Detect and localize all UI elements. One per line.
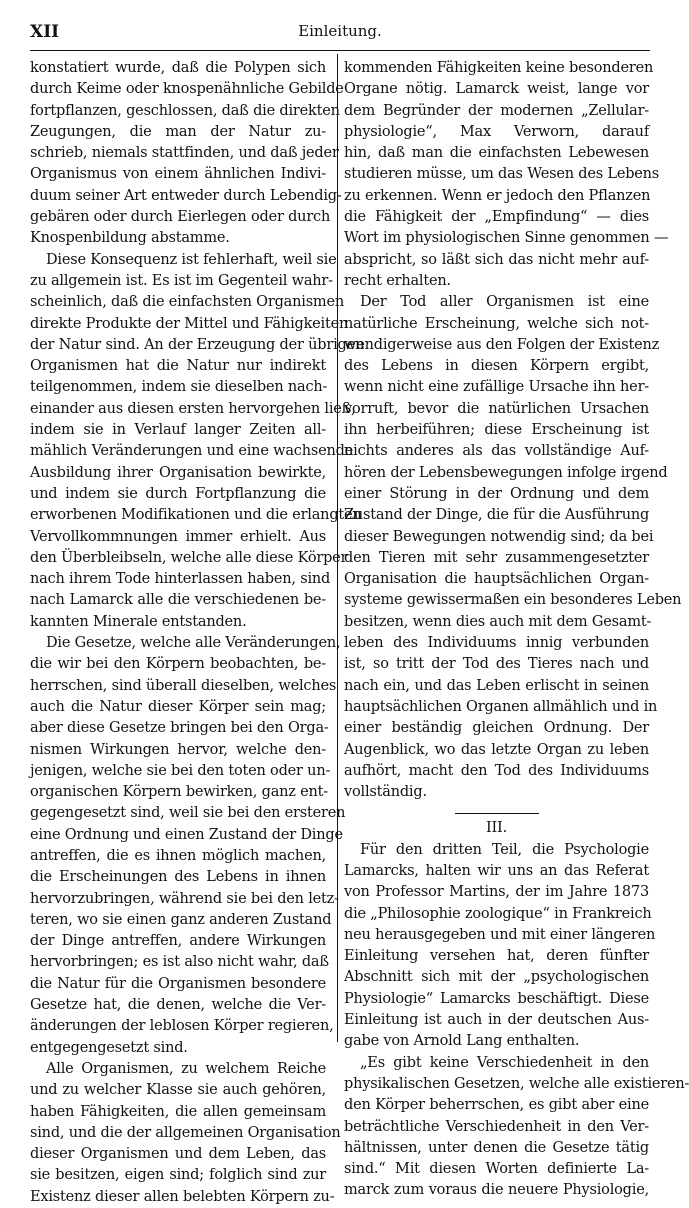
- text-line: Lamarcks, halten wir uns an das Referat: [344, 862, 649, 879]
- text-line: leben des Individuums innig verbunden: [344, 635, 649, 652]
- page-header: [30, 22, 650, 48]
- text-line: organischen Körpern bewirken, ganz ent-: [30, 784, 328, 801]
- text-line: des Lebens in diesen Körpern ergibt,: [344, 358, 649, 375]
- text-line: vollständig.: [344, 784, 427, 801]
- left-column: [30, 58, 365, 1208]
- text-line: die Fähigkeit der „Empfindung“ — dies: [344, 209, 649, 226]
- text-line: der Dinge antreffen, andere Wirkungen: [30, 933, 326, 950]
- right-column: [344, 58, 689, 1202]
- text-line: Gesetze hat, die denen, welche die Ver-: [30, 997, 326, 1014]
- text-line: duum seiner Art entweder durch Lebendig-: [30, 187, 342, 204]
- text-line: wenn nicht eine zufällige Ursache ihn her-: [344, 379, 649, 396]
- text-line: dieser Bewegungen notwendig sind; da bei: [344, 528, 654, 545]
- text-line: indem sie in Verlauf langer Zeiten all-: [30, 422, 326, 439]
- text-line: und indem sie durch Fortpflanzung die: [30, 485, 326, 502]
- page-number: XII: [30, 22, 60, 42]
- text-line: systeme gewissermaßen ein besonderes Leben: [344, 592, 682, 609]
- text-line: entgegengesetzt sind.: [30, 1039, 188, 1056]
- text-line: zu erkennen. Wenn er jedoch den Pflanzen: [344, 187, 651, 204]
- text-line: antreffen, die es ihnen möglich machen,: [30, 847, 326, 864]
- text-line: schrieb, niemals stattfinden, und daß jeder: [30, 145, 339, 162]
- text-line: studieren müsse, um das Wesen des Lebens: [344, 166, 660, 183]
- text-line: ist, so tritt der Tod des Tieres nach und: [344, 656, 649, 673]
- text-line: wendigerweise aus den Folgen der Existenz: [344, 336, 660, 353]
- text-line: nach Lamarck alle die verschiedenen be-: [30, 592, 326, 609]
- text-line: erworbenen Modifikationen und die erlangten: [30, 507, 362, 524]
- text-line: kannten Minerale entstanden.: [30, 613, 247, 630]
- text-line: den Überbleibseln, welche alle diese Körper: [30, 549, 348, 566]
- text-line: Vervollkommnungen immer erhielt. Aus: [30, 528, 326, 545]
- text-line: „Es gibt keine Verschiedenheit in den: [360, 1054, 649, 1071]
- text-line: die Erscheinungen des Lebens in ihnen: [30, 869, 326, 886]
- text-line: aber diese Gesetze bringen bei den Orga-: [30, 720, 329, 737]
- text-line: Physiologie“ Lamarcks beschäftigt. Diese: [344, 990, 649, 1007]
- text-line: Organisation die hauptsächlichen Organ-: [344, 571, 649, 588]
- text-line: Organismus von einem ähnlichen Indivi-: [30, 166, 326, 183]
- text-line: Für den dritten Teil, die Psychologie: [360, 841, 649, 858]
- text-line: nismen Wirkungen hervor, welche den-: [30, 741, 326, 758]
- text-line: eine Ordnung und einen Zustand der Dinge: [30, 826, 343, 843]
- text-line: ihn herbeiführen; diese Erscheinung ist: [344, 422, 649, 439]
- text-line: dieser Organismen und dem Leben, das: [30, 1146, 326, 1163]
- text-line: Wort im physiologischen Sinne genommen —: [344, 230, 669, 247]
- right-column-text-a: [344, 58, 682, 803]
- header-rule: [30, 50, 650, 51]
- text-line: sind.“ Mit diesen Worten definierte La-: [344, 1161, 649, 1178]
- text-line: hervorzubringen, während sie bei den letz-: [30, 890, 339, 907]
- text-line: die wir bei den Körpern beobachten, be-: [30, 656, 326, 673]
- text-line: vorruft, bevor die natürlichen Ursachen: [344, 400, 649, 417]
- text-line: zu allgemein ist. Es ist im Gegenteil wahr-: [30, 272, 333, 289]
- text-line: aufhört, macht den Tod des Individuums: [344, 762, 649, 779]
- text-line: die Natur für die Organismen besondere: [30, 975, 326, 992]
- text-line: jenigen, welche sie bei den toten oder un-: [30, 762, 331, 779]
- text-line: besitzen, wenn dies auch mit dem Gesamt-: [344, 613, 652, 630]
- text-line: mählich Veränderungen und eine wachsende: [30, 443, 354, 460]
- text-line: Diese Konsequenz ist fehlerhaft, weil sie: [46, 251, 337, 268]
- text-line: durch Keime oder knospenähnliche Gebilde: [30, 81, 344, 98]
- text-line: teren, wo sie einen ganz anderen Zustand: [30, 911, 332, 928]
- text-line: fortpflanzen, geschlossen, daß die direkten: [30, 102, 340, 119]
- text-line: kommenden Fähigkeiten keine besonderen: [344, 60, 654, 76]
- text-line: und zu welcher Klasse sie auch gehören,: [30, 1082, 326, 1099]
- text-line: Einleitung ist auch in der deutschen Aus-: [344, 1012, 649, 1029]
- text-line: teilgenommen, indem sie dieselben nach-: [30, 379, 328, 396]
- text-line: einer Störung in der Ordnung und dem: [344, 485, 649, 502]
- text-line: die „Philosophie zoologique“ in Frankreich: [344, 905, 652, 922]
- text-line: hin, daß man die einfachsten Lebewesen: [344, 145, 649, 162]
- text-line: Einleitung versehen hat, deren fünfter: [344, 948, 649, 965]
- text-line: Abschnitt sich mit der „psychologischen: [344, 969, 649, 986]
- text-line: herrschen, sind überall dieselben, welches: [30, 677, 337, 694]
- right-column-text-b: [344, 840, 689, 1202]
- text-line: gegengesetzt sind, weil sie bei den ersteren: [30, 805, 346, 822]
- text-line: Der Tod aller Organismen ist eine: [360, 294, 649, 311]
- text-line: hören der Lebensbewegungen infolge irgend: [344, 464, 668, 481]
- text-line: Organismen hat die Natur nur indirekt: [30, 358, 326, 375]
- text-line: marck zum voraus die neuere Physiologie,: [344, 1182, 649, 1199]
- text-line: Existenz dieser allen belebten Körpern zu-: [30, 1188, 335, 1205]
- text-line: Die Gesetze, welche alle Veränderungen,: [46, 635, 341, 652]
- text-line: einander aus diesen ersten hervorgehen ließ,: [30, 400, 356, 417]
- text-line: einer beständig gleichen Ordnung. Der: [344, 720, 649, 737]
- text-line: hauptsächlichen Organen allmählich und in: [344, 698, 658, 715]
- text-line: scheinlich, daß die einfachsten Organismen: [30, 294, 344, 311]
- text-line: hältnissen, unter denen die Gesetze tätig: [344, 1139, 649, 1156]
- text-line: änderungen der leblosen Körper regieren,: [30, 1018, 334, 1035]
- text-line: hervorbringen; es ist also nicht wahr, daß: [30, 954, 329, 971]
- text-line: sie besitzen, eigen sind; folglich sind zur: [30, 1167, 326, 1184]
- text-line: nach ein, und das Leben erlischt in seinen: [344, 677, 649, 694]
- text-line: sind, und die der allgemeinen Organisation: [30, 1124, 341, 1141]
- running-title: Einleitung.: [298, 22, 382, 40]
- text-line: nach ihrem Tode hinterlassen haben, sind: [30, 571, 331, 588]
- text-line: Augenblick, wo das letzte Organ zu leben: [344, 741, 649, 758]
- text-line: der Natur sind. An der Erzeugung der übrigen: [30, 336, 365, 353]
- text-line: physikalischen Gesetzen, welche alle existieren-: [344, 1075, 689, 1092]
- text-line: Zeugungen, die man der Natur zu-: [30, 123, 326, 140]
- text-line: Ausbildung ihrer Organisation bewirkte,: [30, 464, 326, 481]
- text-line: Alle Organismen, zu welchem Reiche: [46, 1060, 326, 1077]
- text-line: recht erhalten.: [344, 272, 451, 289]
- section-separator: [455, 813, 539, 814]
- text-line: nichts anderes als das vollständige Auf-: [344, 443, 649, 460]
- text-line: Knospenbildung abstamme.: [30, 230, 230, 247]
- text-line: von Professor Martins, der im Jahre 1873: [344, 884, 649, 901]
- section-heading: III.: [486, 820, 507, 837]
- text-line: dem Begründer der modernen „Zellular-: [344, 102, 649, 119]
- text-line: abspricht, so läßt sich das nicht mehr auf-: [344, 251, 649, 268]
- text-line: den Körper beherrschen, es gibt aber eine: [344, 1097, 649, 1114]
- text-line: neu herausgegeben und mit einer längeren: [344, 926, 656, 943]
- text-line: natürliche Erscheinung, welche sich not-: [344, 315, 649, 332]
- text-line: Organe nötig. Lamarck weist, lange vor: [344, 81, 649, 98]
- text-line: auch die Natur dieser Körper sein mag;: [30, 698, 326, 715]
- text-line: haben Fähigkeiten, die allen gemeinsam: [30, 1103, 326, 1120]
- text-line: gabe von Arnold Lang enthalten.: [344, 1033, 580, 1050]
- text-line: den Tieren mit sehr zusammengesetzter: [344, 549, 649, 566]
- text-line: physiologie“, Max Verworn, darauf: [344, 123, 649, 140]
- text-line: Zustand der Dinge, die für die Ausführung: [344, 507, 650, 524]
- text-line: konstatiert wurde, daß die Polypen sich: [30, 60, 326, 76]
- text-line: direkte Produkte der Mittel und Fähigkeiten: [30, 315, 349, 332]
- text-line: gebären oder durch Eierlegen oder durch: [30, 209, 331, 226]
- text-line: beträchtliche Verschiedenheit in den Ver-: [344, 1118, 649, 1135]
